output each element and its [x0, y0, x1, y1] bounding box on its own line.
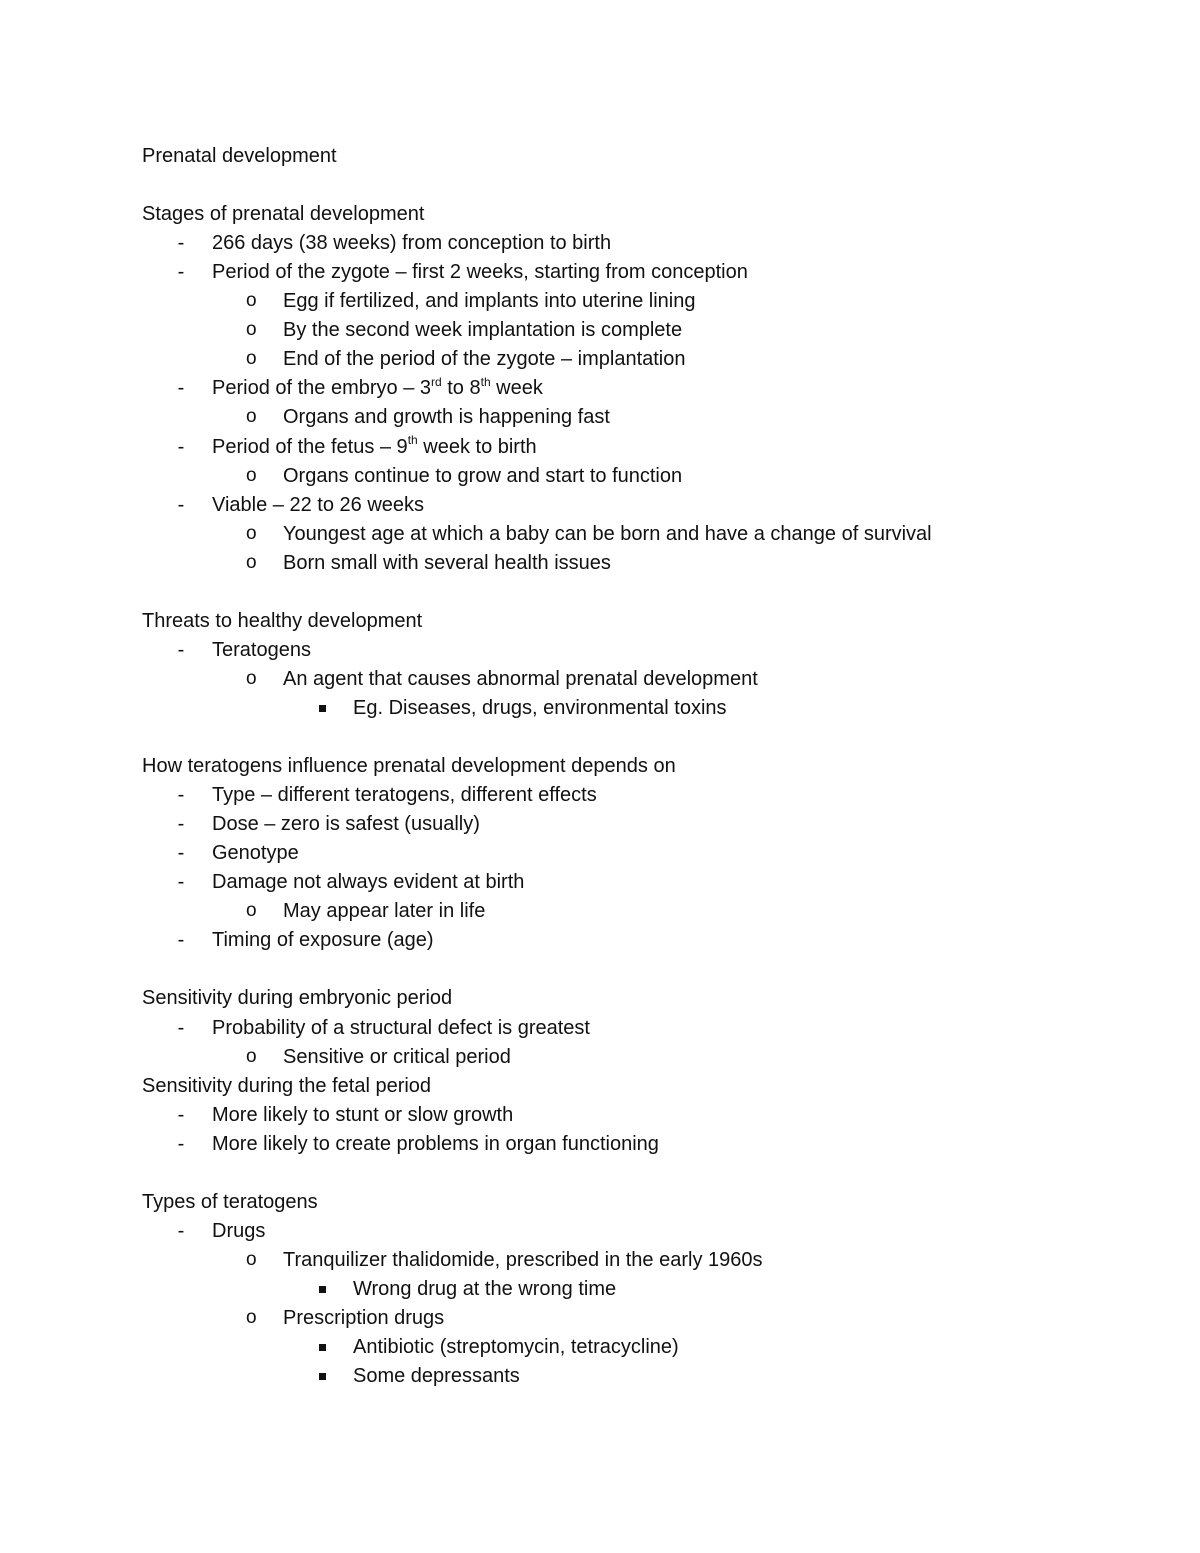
text-run: week to birth — [417, 435, 537, 458]
dash-bullet-icon: - — [177, 842, 185, 865]
heading-line: Stages of prenatal development — [142, 203, 425, 226]
square-bullet-icon — [319, 1344, 326, 1351]
sub-bullet-item: Born small with several health issues — [283, 551, 611, 574]
sub-bullet-item: Sensitive or critical period — [283, 1045, 511, 1068]
bullet-item — [212, 376, 543, 400]
circle-bullet-icon: o — [246, 667, 257, 689]
circle-bullet-icon: o — [246, 522, 257, 544]
heading-line: Sensitivity during the fetal period — [142, 1074, 432, 1097]
sub-bullet-item: Tranquilizer thalidomide, prescribed in the early 1960s — [283, 1248, 763, 1271]
bullet-item: More likely to create problems in organ functioning — [212, 1132, 659, 1155]
sub-bullet-item: End of the period of the zygote – implantation — [283, 348, 686, 371]
bullet-item: Genotype — [212, 842, 299, 865]
circle-bullet-icon: o — [246, 348, 257, 370]
circle-bullet-icon: o — [246, 551, 257, 573]
sub-bullet-item: An agent that causes abnormal prenatal development — [283, 667, 758, 690]
circle-bullet-icon: o — [246, 1248, 257, 1270]
bullet-item: 266 days (38 weeks) from conception to birth — [212, 232, 612, 255]
bullet-item: Type – different teratogens, different effects — [212, 784, 597, 807]
dash-bullet-icon: - — [177, 261, 185, 284]
circle-bullet-icon: o — [246, 1307, 257, 1328]
sub-bullet-item: By the second week implantation is complete — [283, 319, 683, 342]
sub-sub-bullet-item: Antibiotic (streptomycin, tetracycline) — [353, 1336, 679, 1359]
circle-bullet-icon: o — [246, 1045, 257, 1067]
bullet-item: Probability of a structural defect is greatest — [212, 1016, 590, 1039]
dash-bullet-icon: - — [177, 493, 185, 516]
dash-bullet-icon: - — [177, 1219, 185, 1242]
circle-bullet-icon: o — [246, 406, 257, 428]
square-bullet-icon — [319, 1373, 326, 1380]
text-run: to 8 — [441, 377, 481, 400]
sub-bullet-item: Youngest age at which a baby can be born and have a change of survival — [283, 522, 932, 545]
bullet-item: Period of the zygote – first 2 weeks, starting from conception — [212, 261, 748, 284]
dash-bullet-icon: - — [177, 929, 185, 952]
sub-bullet-item: Egg if fertilized, and implants into uterine lining — [283, 290, 696, 313]
superscript-text: rd — [431, 374, 442, 389]
square-bullet-icon — [319, 705, 326, 712]
bullet-item: Damage not always evident at birth — [212, 871, 525, 894]
sub-sub-bullet-item: Wrong drug at the wrong time — [353, 1277, 617, 1300]
circle-bullet-icon: o — [246, 900, 257, 922]
dash-bullet-icon: - — [177, 813, 185, 836]
text-run: Period of the fetus – 9 — [212, 435, 408, 458]
bullet-item: Timing of exposure (age) — [212, 929, 434, 952]
dash-bullet-icon: - — [177, 377, 185, 400]
heading-line: How teratogens influence prenatal development depends on — [142, 755, 676, 778]
heading-line: Types of teratogens — [142, 1190, 318, 1213]
dash-bullet-icon: - — [177, 1016, 185, 1039]
bullet-item: Drugs — [212, 1219, 266, 1242]
heading-line: Sensitivity during embryonic period — [142, 987, 453, 1010]
dash-bullet-icon: - — [177, 232, 185, 255]
heading-line: Prenatal development — [142, 145, 337, 167]
dash-bullet-icon: - — [177, 638, 185, 661]
bullet-item: Dose – zero is safest (usually) — [212, 813, 480, 836]
superscript-text: th — [407, 432, 418, 447]
circle-bullet-icon: o — [246, 319, 257, 341]
sub-sub-bullet-item: Some depressants — [353, 1365, 520, 1388]
sub-bullet-item: Prescription drugs — [283, 1307, 445, 1329]
square-bullet-icon — [319, 1286, 326, 1293]
bullet-item: Viable – 22 to 26 weeks — [212, 493, 425, 516]
sub-bullet-item: Organs continue to grow and start to function — [283, 464, 683, 487]
sub-bullet-item: Organs and growth is happening fast — [283, 406, 610, 429]
dash-bullet-icon: - — [177, 435, 185, 458]
bullet-item: Teratogens — [212, 638, 311, 661]
heading-line: Threats to healthy development — [142, 609, 423, 632]
text-run: Period of the embryo – 3 — [212, 377, 432, 400]
sub-bullet-item: May appear later in life — [283, 900, 486, 923]
dash-bullet-icon: - — [177, 871, 185, 894]
bullet-item — [212, 432, 537, 459]
dash-bullet-icon: - — [177, 784, 185, 807]
dash-bullet-icon: - — [177, 1103, 185, 1126]
superscript-text: th — [480, 374, 491, 389]
text-run: week — [490, 377, 543, 400]
bullet-item: More likely to stunt or slow growth — [212, 1103, 514, 1126]
circle-bullet-icon: o — [246, 290, 257, 312]
circle-bullet-icon: o — [246, 464, 257, 486]
sub-sub-bullet-item: Eg. Diseases, drugs, environmental toxins — [353, 696, 727, 719]
dash-bullet-icon: - — [177, 1132, 185, 1155]
